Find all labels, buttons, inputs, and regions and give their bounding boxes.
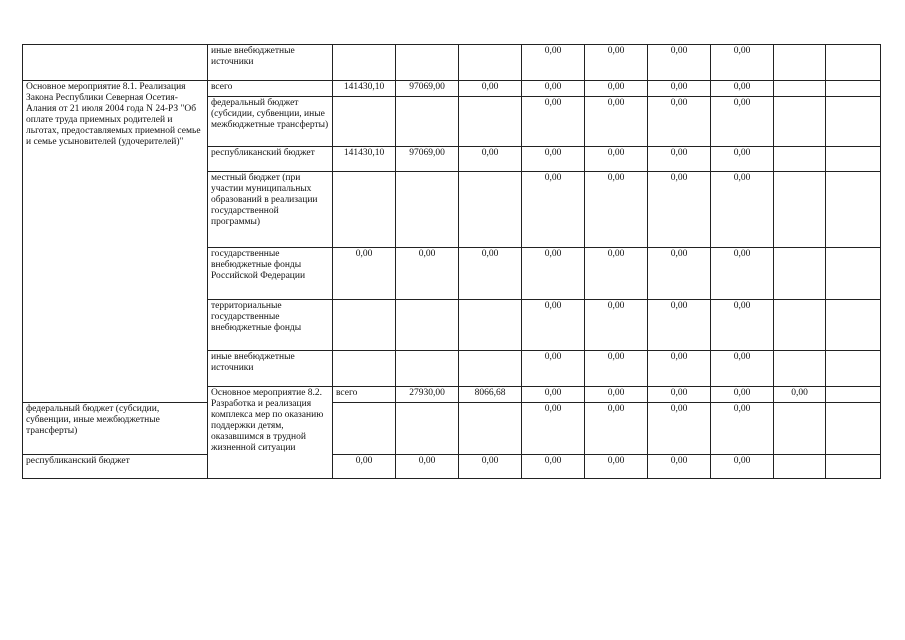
value-cell [826, 248, 881, 300]
value-cell [826, 351, 881, 387]
value-cell: 0,00 [711, 147, 774, 172]
funding-source-cell: республиканский бюджет [208, 147, 333, 172]
value-cell [774, 300, 826, 351]
funding-source-cell: всего [333, 387, 396, 403]
value-cell: 0,00 [711, 387, 774, 403]
value-cell [396, 403, 459, 455]
value-cell: 0,00 [711, 97, 774, 147]
value-cell: 0,00 [459, 455, 522, 479]
value-cell [459, 300, 522, 351]
event-name-cell: Основное мероприятие 8.2. Разработка и реализация комплекса мер по оказанию поддержки детям, оказавшимся в трудной жизненной ситуации [208, 387, 333, 479]
value-cell [774, 97, 826, 147]
value-cell: 0,00 [711, 81, 774, 97]
value-cell [774, 147, 826, 172]
value-cell: 0,00 [522, 45, 585, 81]
table-row [23, 455, 881, 479]
budget-table [22, 44, 881, 479]
value-cell: 0,00 [396, 455, 459, 479]
value-cell: 0,00 [648, 147, 711, 172]
value-cell: 0,00 [459, 147, 522, 172]
table-row [23, 45, 881, 81]
value-cell [826, 387, 881, 403]
value-cell [396, 97, 459, 147]
event-name-cell: Основное мероприятие 8.1. Реализация Закона Республики Северная Осетия-Алания от 21 июля 2004 года N 24-РЗ "Об оплате труда приемных родителей и льготах, предоставляемых приемной семье и семье усыновителей (удочерителей)" [23, 81, 208, 403]
value-cell: 0,00 [585, 45, 648, 81]
value-cell: 0,00 [585, 455, 648, 479]
value-cell [774, 172, 826, 248]
value-cell: 0,00 [585, 147, 648, 172]
value-cell: 0,00 [333, 248, 396, 300]
value-cell: 0,00 [459, 81, 522, 97]
value-cell: 0,00 [522, 403, 585, 455]
funding-source-cell: республиканский бюджет [23, 455, 208, 479]
value-cell [396, 300, 459, 351]
funding-source-cell: федеральный бюджет (субсидии, субвенции, иные межбюджетные трансферты) [23, 403, 208, 455]
value-cell: 0,00 [585, 300, 648, 351]
value-cell [396, 172, 459, 248]
value-cell: 0,00 [522, 147, 585, 172]
value-cell: 0,00 [333, 455, 396, 479]
funding-source-cell: иные внебюджетные источники [208, 351, 333, 387]
value-cell: 0,00 [522, 172, 585, 248]
funding-source-cell: федеральный бюджет (субсидии, субвенции, иные межбюджетные трансферты) [208, 97, 333, 147]
value-cell [459, 97, 522, 147]
value-cell [826, 45, 881, 81]
value-cell: 0,00 [711, 248, 774, 300]
value-cell: 141430,10 [333, 81, 396, 97]
value-cell [459, 403, 522, 455]
value-cell: 0,00 [522, 351, 585, 387]
value-cell: 0,00 [648, 81, 711, 97]
value-cell [774, 45, 826, 81]
value-cell: 0,00 [711, 351, 774, 387]
table-row [23, 403, 881, 455]
value-cell: 0,00 [648, 403, 711, 455]
value-cell [774, 248, 826, 300]
value-cell: 97069,00 [396, 147, 459, 172]
value-cell: 0,00 [585, 97, 648, 147]
value-cell: 0,00 [648, 455, 711, 479]
value-cell: 8066,68 [459, 387, 522, 403]
funding-source-cell: всего [208, 81, 333, 97]
value-cell: 0,00 [648, 172, 711, 248]
value-cell: 0,00 [711, 403, 774, 455]
value-cell: 0,00 [711, 172, 774, 248]
value-cell: 0,00 [648, 387, 711, 403]
value-cell: 0,00 [522, 387, 585, 403]
funding-source-cell: местный бюджет (при участии муниципальных образований в реализации государственной программы) [208, 172, 333, 248]
value-cell [396, 351, 459, 387]
value-cell: 0,00 [585, 403, 648, 455]
value-cell [459, 351, 522, 387]
value-cell: 0,00 [711, 45, 774, 81]
value-cell: 0,00 [648, 300, 711, 351]
value-cell: 141430,10 [333, 147, 396, 172]
value-cell: 0,00 [711, 455, 774, 479]
value-cell [826, 81, 881, 97]
value-cell [333, 351, 396, 387]
value-cell: 0,00 [585, 248, 648, 300]
value-cell: 0,00 [585, 172, 648, 248]
value-cell: 0,00 [585, 351, 648, 387]
value-cell: 0,00 [648, 248, 711, 300]
value-cell: 0,00 [585, 81, 648, 97]
table-body [23, 45, 881, 479]
event-name-cell [23, 45, 208, 81]
value-cell: 0,00 [648, 45, 711, 81]
value-cell [826, 300, 881, 351]
value-cell: 0,00 [648, 97, 711, 147]
value-cell [333, 300, 396, 351]
value-cell [826, 97, 881, 147]
value-cell: 0,00 [522, 300, 585, 351]
value-cell [459, 172, 522, 248]
value-cell: 97069,00 [396, 81, 459, 97]
value-cell: 0,00 [522, 455, 585, 479]
value-cell [826, 455, 881, 479]
table-row [23, 81, 881, 97]
value-cell [774, 455, 826, 479]
value-cell: 0,00 [774, 387, 826, 403]
value-cell [459, 45, 522, 81]
value-cell [333, 45, 396, 81]
value-cell: 0,00 [711, 300, 774, 351]
value-cell [826, 147, 881, 172]
value-cell [396, 45, 459, 81]
value-cell [826, 172, 881, 248]
value-cell [774, 403, 826, 455]
value-cell: 0,00 [522, 248, 585, 300]
funding-source-cell: государственные внебюджетные фонды Российской Федерации [208, 248, 333, 300]
value-cell [774, 81, 826, 97]
value-cell [333, 97, 396, 147]
value-cell: 27930,00 [396, 387, 459, 403]
value-cell [774, 351, 826, 387]
value-cell [826, 403, 881, 455]
funding-source-cell: иные внебюджетные источники [208, 45, 333, 81]
value-cell: 0,00 [585, 387, 648, 403]
value-cell [333, 403, 396, 455]
value-cell: 0,00 [396, 248, 459, 300]
value-cell [333, 172, 396, 248]
value-cell: 0,00 [522, 97, 585, 147]
funding-source-cell: территориальные государственные внебюджетные фонды [208, 300, 333, 351]
value-cell: 0,00 [648, 351, 711, 387]
value-cell: 0,00 [459, 248, 522, 300]
value-cell: 0,00 [522, 81, 585, 97]
